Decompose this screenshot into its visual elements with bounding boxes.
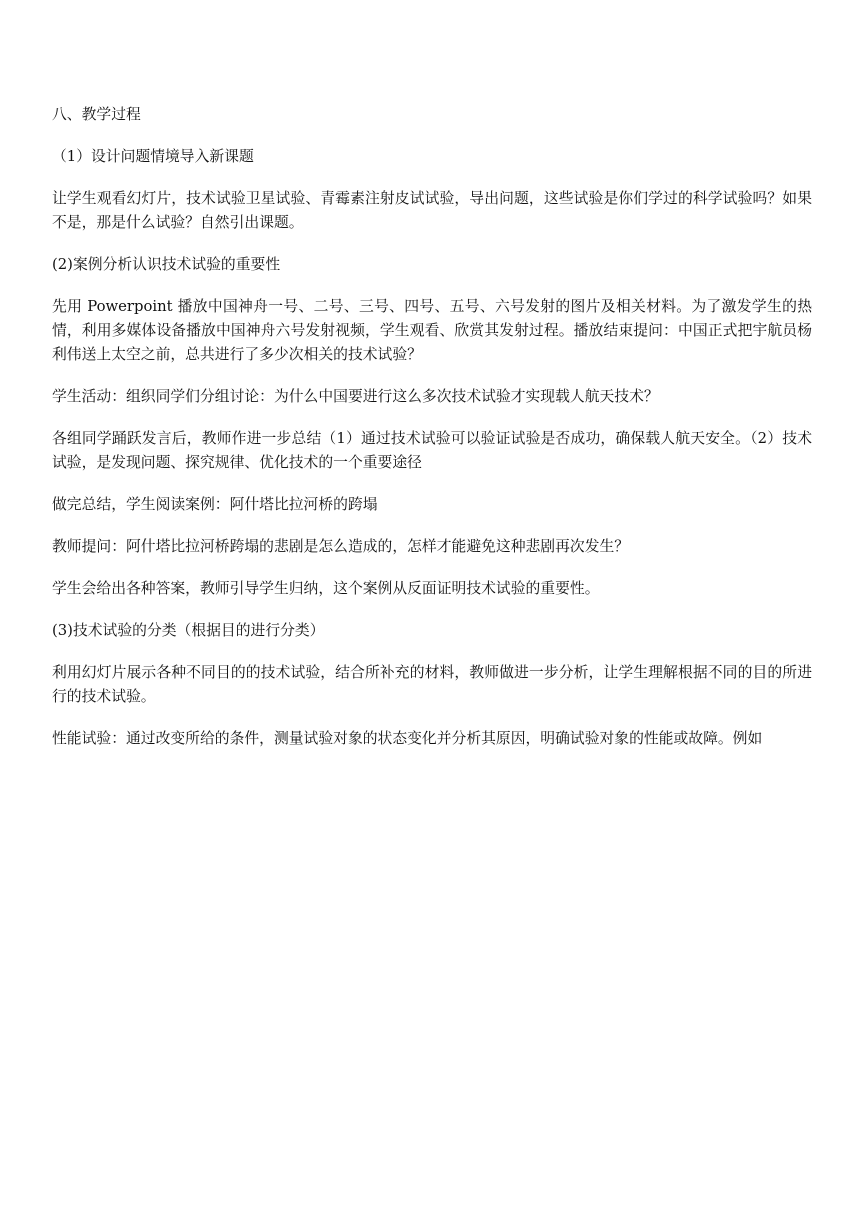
paragraph-teacher-question: 教师提问：阿什塔比拉河桥跨塌的悲剧是怎么造成的，怎样才能避免这种悲剧再次发生？ xyxy=(52,538,630,555)
paragraph-case-reading: 做完总结，学生阅读案例：阿什塔比拉河桥的跨塌 xyxy=(52,496,378,513)
document-body xyxy=(52,103,812,769)
subsection-heading-3: (3)技术试验的分类（根据目的进行分类） xyxy=(52,622,325,639)
paragraph-student-activity: 学生活动：组织同学们分组讨论：为什么中国要进行这么多次技术试验才实现载人航天技术？ xyxy=(52,388,659,405)
subsection-heading-2: (2)案例分析认识技术试验的重要性 xyxy=(52,256,281,273)
paragraph-performance-test: 性能试验：通过改变所给的条件，测量试验对象的状态变化并分析其原因，明确试验对象的性能或故障。例如 xyxy=(52,730,763,747)
paragraph-intro: 让学生观看幻灯片，技术试验卫星试验、青霉素注射皮试试验，导出问题，这些试验是你们学过的科学试验吗？如果不是，那是什么试验？自然引出课题。 xyxy=(52,190,812,231)
paragraph-student-answers: 学生会给出各种答案，教师引导学生归纳，这个案例从反面证明技术试验的重要性。 xyxy=(52,580,600,597)
subsection-heading-1: （1）设计问题情境导入新课题 xyxy=(52,148,254,165)
section-heading: 八、教学过程 xyxy=(52,106,141,123)
paragraph-powerpoint: 先用 Powerpoint 播放中国神舟一号、二号、三号、四号、五号、六号发射的图片及相关材料。为了激发学生的热情，利用多媒体设备播放中国神舟六号发射视频，学生观看、欣赏其发射过程。播放结束提问：中国正式把宇航员杨利伟送上太空之前，总共进行了多少次相关的技术试验？ xyxy=(52,298,812,363)
paragraph-summary: 各组同学踊跃发言后，教师作进一步总结（1）通过技术试验可以验证试验是否成功，确保载人航天安全。（2）技术试验，是发现问题、探究规律、优化技术的一个重要途径 xyxy=(52,430,812,471)
paragraph-slides: 利用幻灯片展示各种不同目的的技术试验，结合所补充的材料，教师做进一步分析，让学生理解根据不同的目的所进行的技术试验。 xyxy=(52,664,812,705)
